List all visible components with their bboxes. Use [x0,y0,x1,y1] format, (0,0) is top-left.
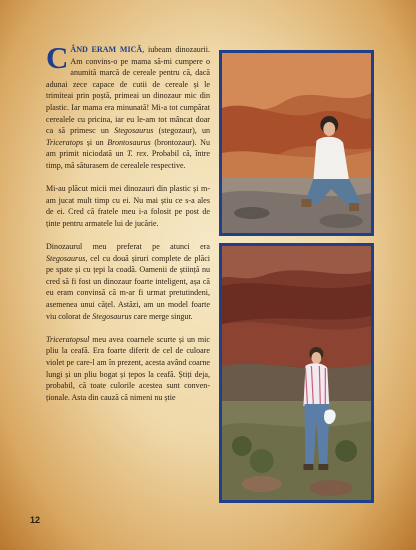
species-name: Brontosaurus [107,137,151,147]
paragraph-3 [46,241,210,322]
text-run: meu avea coarnele scurte și un mic pliu la ceafă. Era foarte diferit de cel de culoare violet pe care-l am în prezent, acesta având coarne lungi și un pliu bogat și țepos la ceafă. Știți deja, probabil, că toate culorile acestea sunt convenționale. Asta din cauză că nimeni nu știe [46,334,210,402]
species-name: Triceratopsul [46,334,90,344]
page-number: 12 [30,515,41,525]
text-run: , cel cu două șiruri complete de plăci pe spate și cu țepi la coadă. Oamenii de știință nu cred să fi fost un dinozaur foarte inteligent, așa că eu eram convinsă că m-ar fi urmat pretutindeni, asemenea unui cățel. Astăzi, am un model foarte viu colorat de [46,253,210,321]
paragraph-4 [46,334,210,404]
photo-canyon [219,243,374,503]
species-name: Stegosaurus [92,311,132,321]
text-run: (brontozaur). Nu am primit niciodată un [46,137,210,159]
text-run: . Probabil că, între timp, mă săturasem de cerealele respective. [46,149,210,170]
species-name: Triceratops [46,137,84,147]
species-name: Stegosaurus [46,253,86,263]
photo-rock-overhang-image [222,53,371,233]
species-name: T. rex [126,149,147,159]
text-run: , iubeam dinozaurii. Am convins-o pe mama să-mi cumpere o anumită marcă de cereale pentru că, dacă adunai zece capace de cutii de cereale și le trimiteai prin poștă, primeai un dinozaur mic din plastic. Iar mama era minunată! Mi-a tot cumpărat cerealele cu pricina, iar eu le-am tot mâncat doar ca să primesc un [46,45,210,136]
text-run: (stegozaur), un [153,126,210,136]
text-run: care merge singur. [131,311,193,321]
text-run: Dinozaurul meu preferat pe atunci era [46,242,210,252]
lead-caps: ÂND ERAM MICĂ [70,45,143,54]
species-name: Stegosaurus [114,126,154,136]
paragraph-1 [46,44,210,172]
photo-canyon-image [222,246,371,500]
paragraph-2: Mi-au plăcut micii mei dinozauri din plastic și m-am jucat mult timp cu ei. Nu mai știu ce s-a ales de ei. Cred că fratele meu i-a folosit pe post de ținte pentru armatele lui de jucărie. [46,184,210,228]
drop-cap: C [46,44,69,75]
text-run: și un [83,137,108,147]
article-text [46,44,210,512]
photo-rock-overhang [219,50,374,236]
